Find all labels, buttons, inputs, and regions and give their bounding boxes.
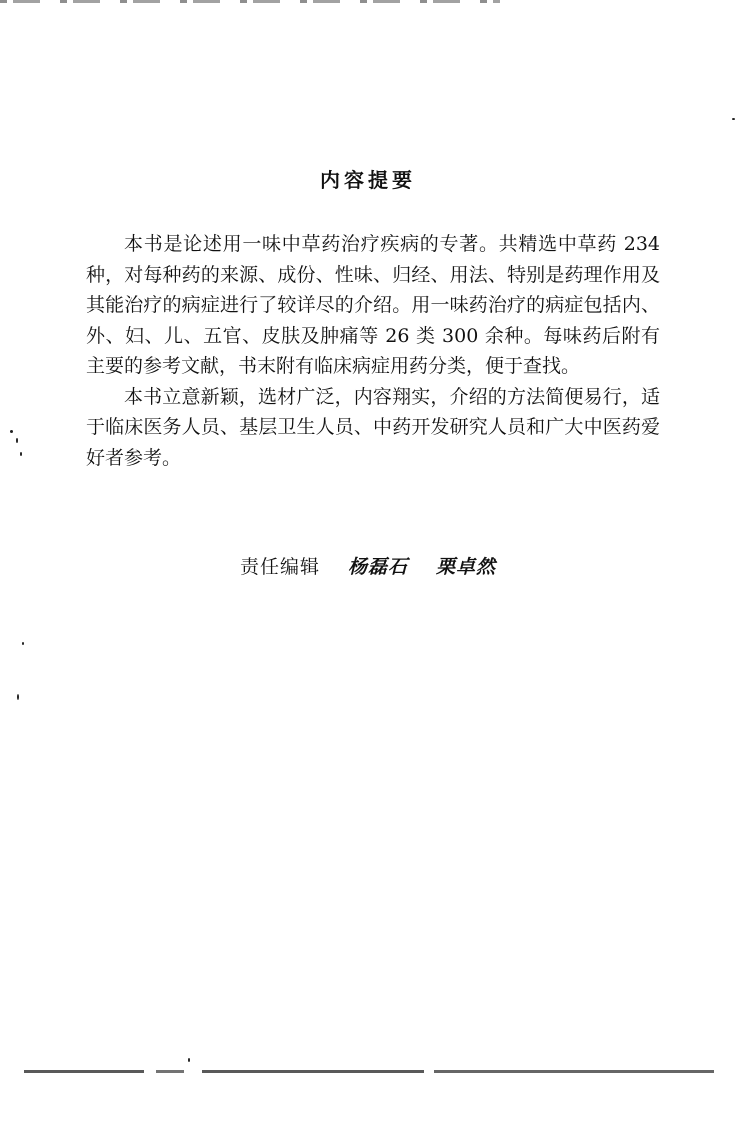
editor-label: 责任编辑: [239, 556, 320, 578]
summary-paragraph-2: 本书立意新颖，选材广泛，内容翔实，介绍的方法简便易行，适于临床医务人员、基层卫生人员、中药开发研究人员和广大中医药爱好者参考。: [86, 385, 660, 469]
summary-paragraph-1: 本书是论述用一味中草药治疗疾病的专著。共精选中草药 234 种，对每种药的来源、成份、性味、归经、用法、特别是药理作用及其能治疗的病症进行了较详尽的介绍。用一味药治疗的病症包括内、外、妇、儿、五官、皮肤及肿痛等 26 类 300 余种。每味药后附有主要的参考文献，书末附有临床病症用药分类，便于查找。: [86, 233, 660, 377]
editor-credit: [0, 552, 736, 579]
scan-speck: [20, 452, 22, 456]
scan-speck: [188, 1058, 190, 1062]
editor-name-1: 杨磊石: [347, 556, 408, 578]
scan-speck: [10, 430, 13, 433]
scan-speck: [732, 118, 735, 120]
scan-speck: [16, 438, 18, 443]
summary-body: [86, 229, 660, 473]
scan-edge-top: [0, 0, 500, 3]
editor-name-2: 栗卓然: [436, 556, 497, 578]
scan-speck: [17, 694, 19, 700]
scan-speck: [22, 642, 24, 645]
scan-edge-bottom: [24, 1070, 714, 1073]
page-title: 内容提要: [320, 168, 416, 192]
